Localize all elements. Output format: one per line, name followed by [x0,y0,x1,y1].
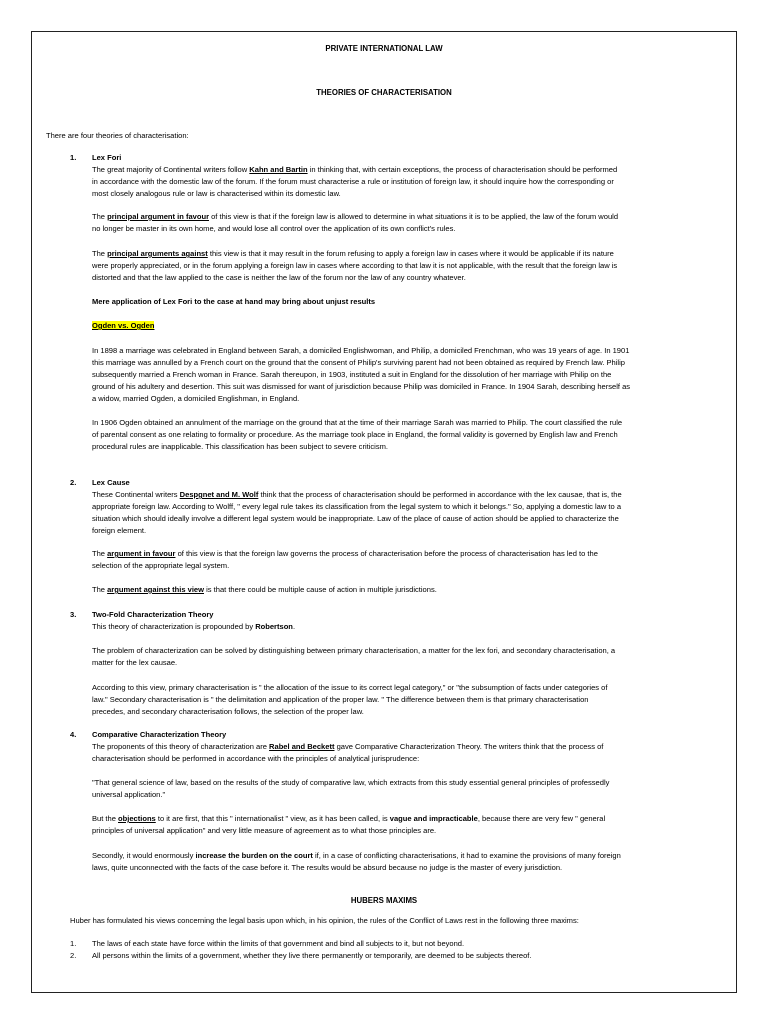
section-number: 1. [70,153,77,162]
paragraph-line: situation which should ideally involve a different legal system would be inappropriate. Law of the place of cause of action should be applied to characterize the [92,514,619,523]
paragraph-line: laws, quite unconnected with the facts of the case before it. The results would be absurd because no judge is the master of every jurisdiction. [92,863,563,872]
paragraph-line: In 1906 Ogden obtained an annulment of the marriage on the ground that at the time of their marriage Sarah was married to Philip. The court classified the rule [92,418,623,427]
list-number: 2. [70,951,77,960]
paragraph-line: The problem of characterization can be solved by distinguishing between primary characterisation, a matter for the lex fori, and secondary characterisation, a [92,646,616,655]
document-subtitle: THEORIES OF CHARACTERISATION [316,88,452,97]
section-number: 2. [70,478,77,487]
paragraph-line: The principal arguments against this view is that it may result in the forum refusing to apply a foreign law in cases where it would be applicable if its nature [92,249,614,258]
paragraph-line: This theory of characterization is propounded by Robertson. [92,622,296,631]
paragraph-line: law." Secondary characterisation is " the delimitation and application of the proper law. " The difference between them is that primary characterisation [92,695,589,704]
paragraph-line: matter for the lex causae. [92,658,178,667]
section-heading: Lex Fori [92,153,122,162]
paragraph-line: selection of the appropriate legal system. [92,561,230,570]
quote-line: universal application." [92,790,166,799]
paragraph-line: principles of universal application" and very little measure of agreement as to what those principles are. [92,826,437,835]
paragraph-line: were properly appreciated, or in the forum applying a foreign law in cases where according to that law it is not applicable, with the result that the foreign law is [92,261,618,270]
paragraph-line: ground of his adultery and desertion. This suit was dismissed for want of jurisdiction because Philip was domiciled in France. In 1904 Sarah, describing herself as [92,382,631,391]
hubers-intro: Huber has formulated his views concerning the legal basis upon which, in his opinion, the rules of the Conflict of Laws rest in the following three maxims: [70,916,579,925]
paragraph-line: precedes, and secondary characterisation follows, the selection of the proper law. [92,707,364,716]
section-number: 3. [70,610,77,619]
paragraph-line: According to this view, primary characterisation is " the allocation of the issue to its correct legal category," or "the subsumption of facts under categories of [92,683,608,692]
paragraph-line: this marriage was annulled by a French court on the ground that the consent of Philip's surviving parent had not been obtained as required by French law. Philip [92,358,625,367]
list-item: The laws of each state have force within the limits of that government and bind all subjects to it, but not beyond. [92,939,465,948]
paragraph-line: no longer be master in its own home, and would lose all control over the application of its own conflict's rules. [92,224,456,233]
quote-line: "That general science of law, based on the results of the study of comparative law, which extracts from this study essential general principles of professedly [92,778,610,787]
paragraph-line: The great majority of Continental writers follow Kahn and Bartin in thinking that, with certain exceptions, the process of characterisation should be performed [92,165,618,174]
document-title: PRIVATE INTERNATIONAL LAW [325,44,443,53]
paragraph-line: procedural rules are inapplicable. This classification has been subject to severe criticism. [92,442,389,451]
paragraph-line: These Continental writers Despgnet and M. Wolf think that the process of characterisation should be performed in accordance with the lex causae, that is, the [92,490,622,499]
intro-text: There are four theories of characterisation: [46,131,189,140]
paragraph-line: foreign element. [92,526,147,535]
paragraph-line: In 1898 a marriage was celebrated in England between Sarah, a domiciled Englishwoman, and Philip, a domiciled Frenchman, who was 19 years of age. In 1901 [92,346,630,355]
section-number: 4. [70,730,77,739]
paragraph-line: appropriate foreign law. According to Wolff, " every legal rule takes its classification from the legal system to which it belongs." So, applying a domestic law to a [92,502,622,511]
paragraph-line: The argument against this view is that there could be multiple cause of action in multiple jurisdictions. [92,585,437,594]
section-heading: Lex Cause [92,478,130,487]
section-heading: Two-Fold Characterization Theory [92,610,214,619]
paragraph-line: The argument in favour of this view is that the foreign law governs the process of characterisation before the process of characterisation has led to the [92,549,598,558]
paragraph-line: The principal argument in favour of this view is that if the foreign law is allowed to determine in what situations it is to be applied, the law of the forum would [92,212,619,221]
paragraph-line: characterisation should be performed in accordance with the principles of analytical jurisprudence: [92,754,420,763]
paragraph-line: a widow, married Ogden, a domiciled Englishman, in England. [92,394,300,403]
paragraph-line: most closely analogous rule or law is characterised within its domestic law. [92,189,341,198]
bold-note: Mere application of Lex Fori to the case at hand may bring about unjust results [92,297,376,306]
section-heading: Comparative Characterization Theory [92,730,227,739]
paragraph-line: in accordance with the domestic law of the forum. If the forum must characterise a rule or institution of foreign law, it should inquire how the corresponding or [92,177,614,186]
paragraph-line: But the objections to it are first, that this " internationalist " view, as it has been called, is vague and impracticable, because there are very few " general [92,814,606,823]
paragraph-line: subsequently married a French woman in France. Sarah thereupon, in 1903, instituted a suit in England for the dissolution of her marriage with Philip on the [92,370,612,379]
paragraph-line: The proponents of this theory of characterization are Rabel and Beckett gave Comparative Characterization Theory. The writers think that the process of [92,742,604,751]
paragraph-line: distorted and that the law applied to the case is neither the law of the forum nor the law of any country whatever. [92,273,466,282]
case-name: Ogden vs. Ogden [92,321,155,330]
list-item: All persons within the limits of a government, whether they live there permanently or temporarily, are deemed to be subjects thereof. [92,951,532,960]
list-number: 1. [70,939,77,948]
section-title-hubers: HUBERS MAXIMS [350,896,418,905]
paragraph-line: of parental consent as one relating to formality or procedure. As the marriage took place in England, the formal validity is governed by English law and French [92,430,618,439]
paragraph-line: Secondly, it would enormously increase the burden on the court if, in a case of conflicting characterisations, it had to examine the provisions of many foreign [92,851,621,860]
